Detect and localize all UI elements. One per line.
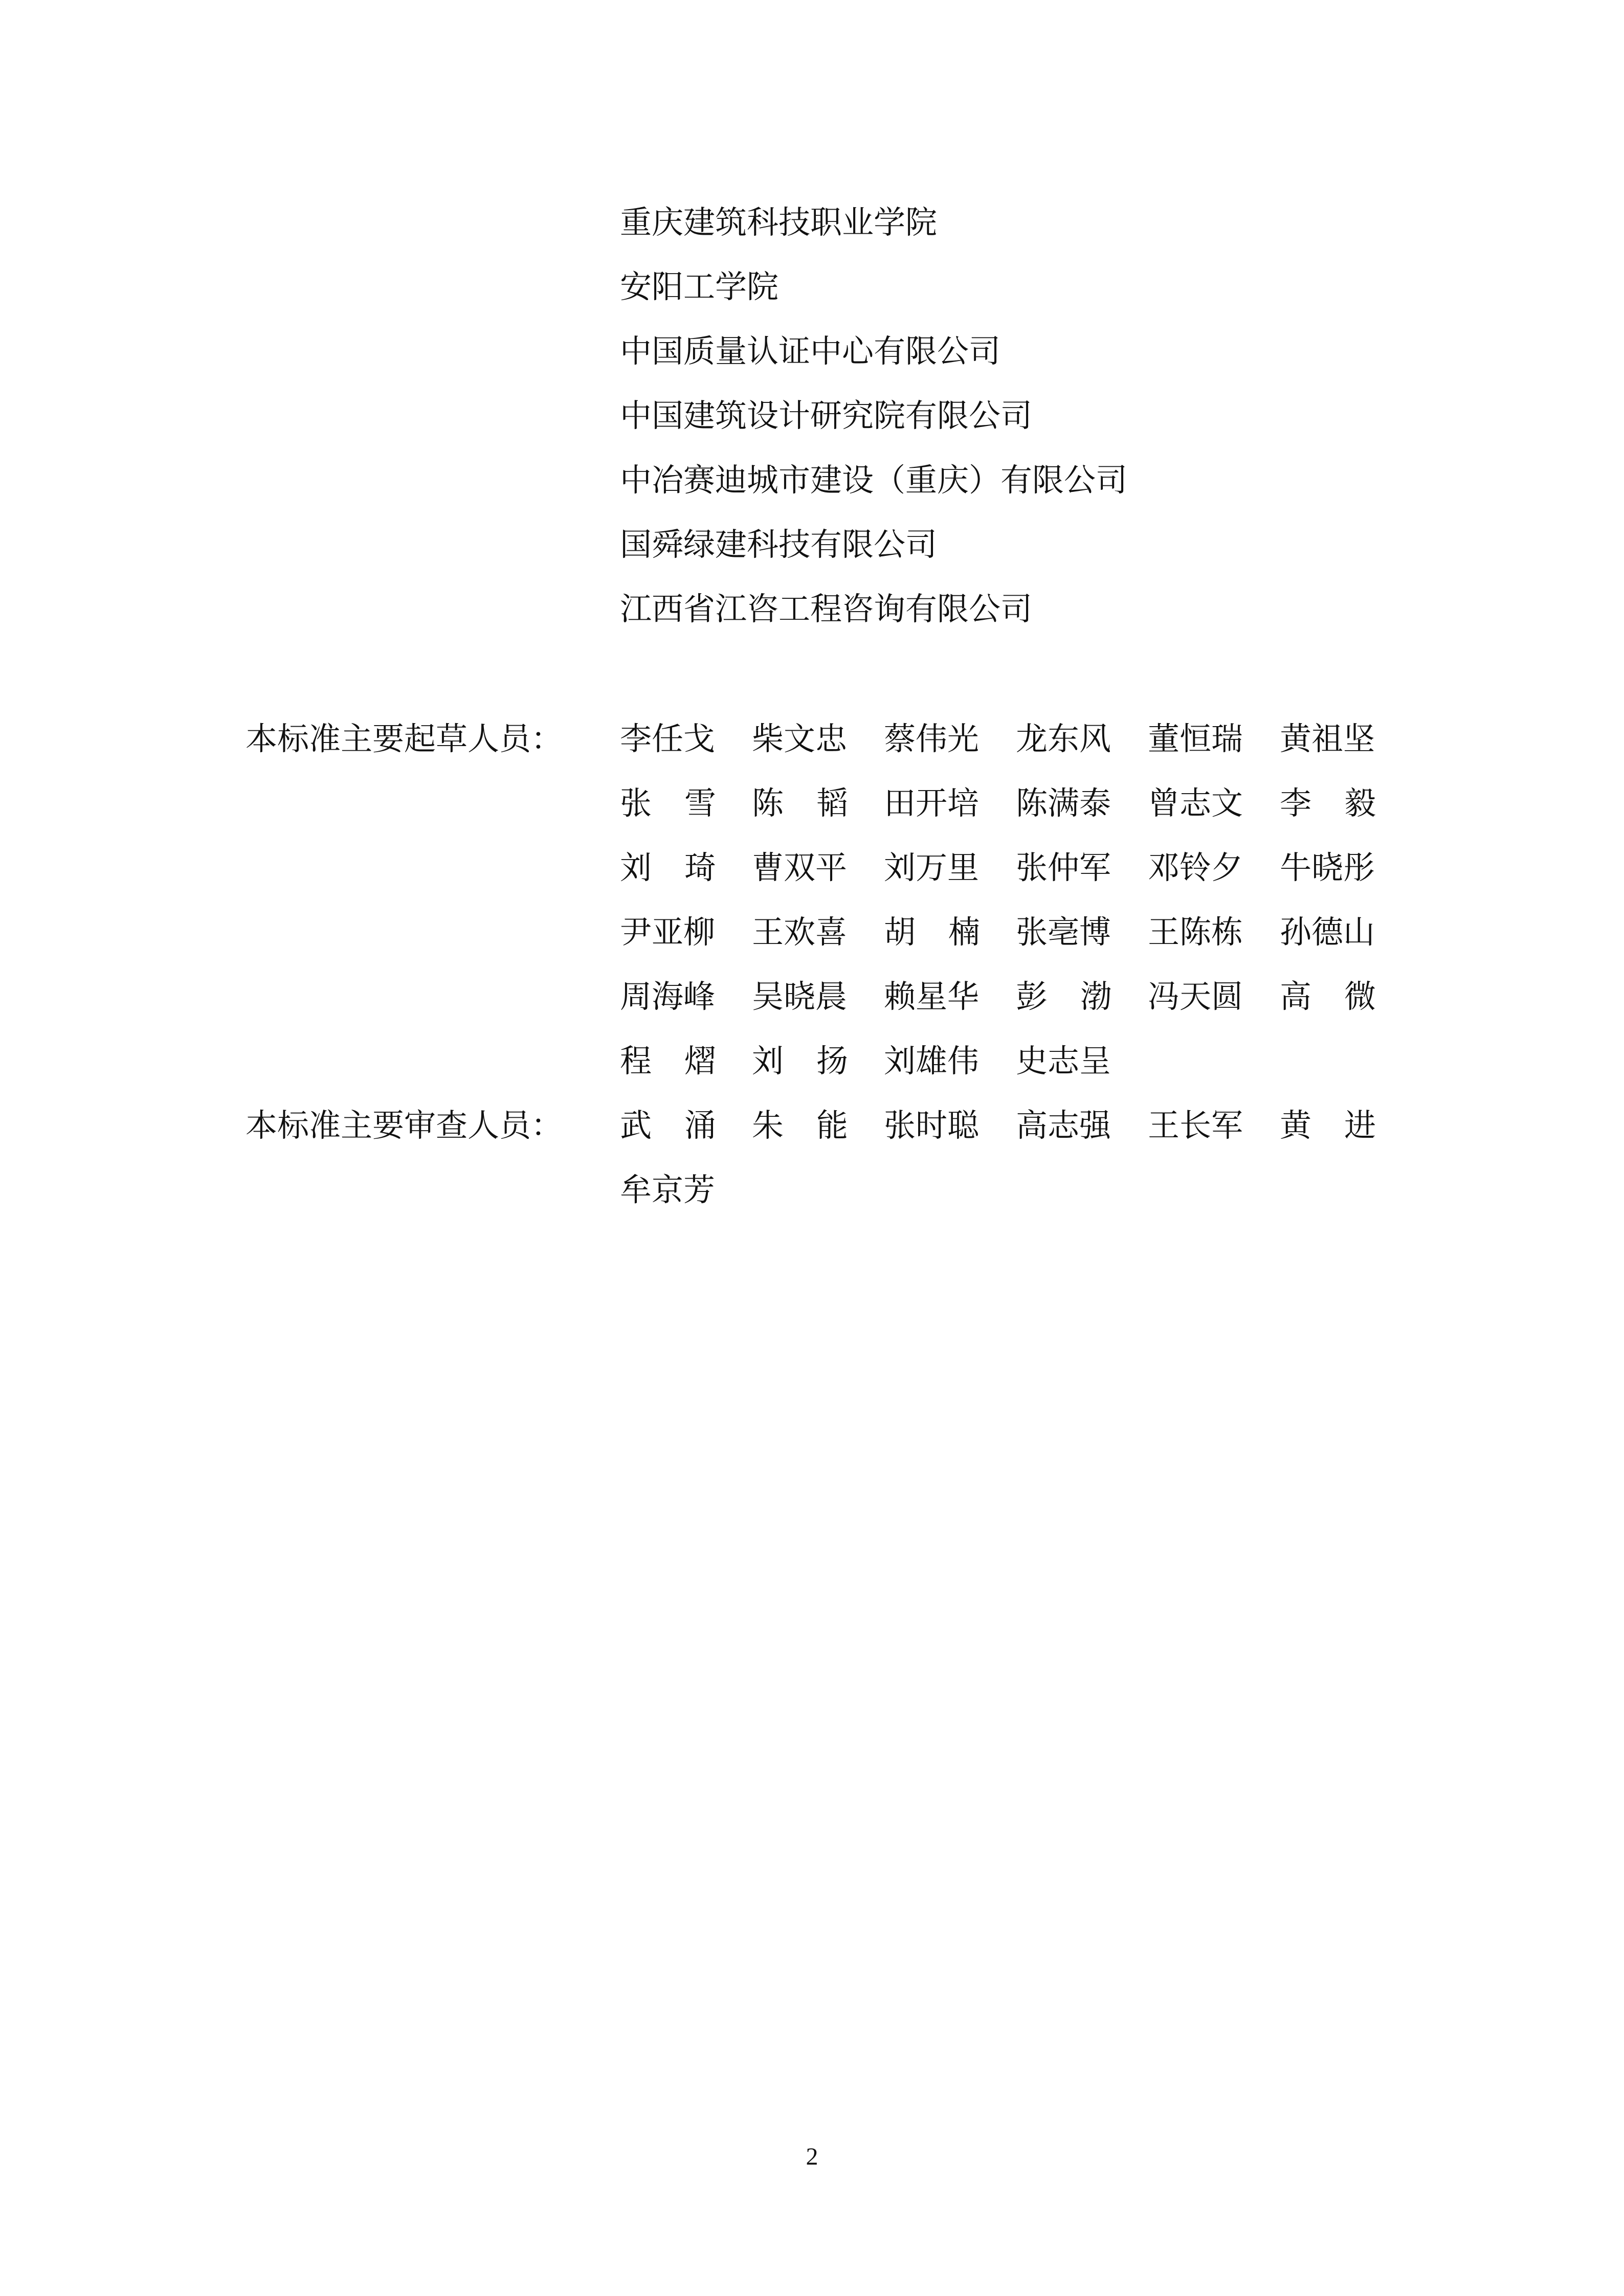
person-name: 陈 韬 (752, 784, 848, 822)
person-name: 李任戈 (620, 720, 716, 757)
person-name: 武 涌 (620, 1107, 716, 1144)
organization-item: 中冶赛迪城市建设（重庆）有限公司 (620, 461, 1128, 499)
person-name: 龙东风 (1016, 720, 1111, 757)
person-name: 黄祖坚 (1280, 720, 1375, 757)
person-name: 邓铃夕 (1148, 849, 1243, 886)
person-name: 刘 琦 (620, 849, 716, 886)
person-name: 曾志文 (1148, 784, 1243, 822)
person-name: 刘雄伟 (884, 1042, 980, 1079)
person-name: 黄 进 (1280, 1107, 1376, 1144)
organization-item: 中国建筑设计研究院有限公司 (620, 397, 1033, 434)
person-name: 孙德山 (1280, 913, 1375, 951)
person-name: 程 熠 (620, 1042, 716, 1079)
person-name: 尹亚柳 (620, 913, 716, 951)
person-name: 刘万里 (884, 849, 980, 886)
person-name: 王长军 (1148, 1107, 1243, 1144)
person-name: 董恒瑞 (1148, 720, 1243, 757)
person-name: 吴晓晨 (752, 978, 848, 1015)
person-name: 冯天圆 (1148, 978, 1243, 1015)
person-name: 周海峰 (620, 978, 716, 1015)
person-name: 王欢喜 (752, 913, 848, 951)
organization-item: 安阳工学院 (620, 268, 779, 305)
person-name: 田开培 (884, 784, 980, 822)
person-name: 牛晓彤 (1280, 849, 1375, 886)
person-name: 高志强 (1016, 1107, 1111, 1144)
person-name: 李 毅 (1280, 784, 1376, 822)
person-name: 张亳博 (1016, 913, 1111, 951)
person-name: 曹双平 (752, 849, 848, 886)
person-name: 赖星华 (884, 978, 980, 1015)
organization-item: 中国质量认证中心有限公司 (620, 332, 1001, 370)
person-name: 陈满泰 (1016, 784, 1111, 822)
person-name: 史志呈 (1016, 1042, 1111, 1079)
reviewers-names (620, 1108, 1387, 1208)
person-name: 彭 渤 (1016, 978, 1112, 1015)
organization-list (620, 205, 1541, 656)
person-name: 牟京芳 (620, 1171, 716, 1208)
person-name: 朱 能 (752, 1107, 848, 1144)
page-number: 2 (806, 2143, 818, 2170)
organization-item: 国舜绿建科技有限公司 (620, 526, 938, 563)
person-name: 张 雪 (620, 784, 716, 822)
person-name: 蔡伟光 (884, 720, 980, 757)
drafters-names (620, 721, 1387, 1079)
organization-item: 江西省江咨工程咨询有限公司 (620, 590, 1033, 627)
person-name: 胡 楠 (884, 913, 980, 951)
person-name: 张仲军 (1016, 849, 1111, 886)
person-name: 王陈栋 (1148, 913, 1243, 951)
person-name: 张时聪 (884, 1107, 980, 1144)
drafters-label: 本标准主要起草人员： (246, 720, 563, 757)
person-name: 高 微 (1280, 978, 1376, 1015)
reviewers-label: 本标准主要审查人员： (246, 1107, 563, 1144)
person-name: 刘 扬 (752, 1042, 848, 1079)
organization-item: 重庆建筑科技职业学院 (620, 204, 938, 241)
person-name: 柴文忠 (752, 720, 848, 757)
